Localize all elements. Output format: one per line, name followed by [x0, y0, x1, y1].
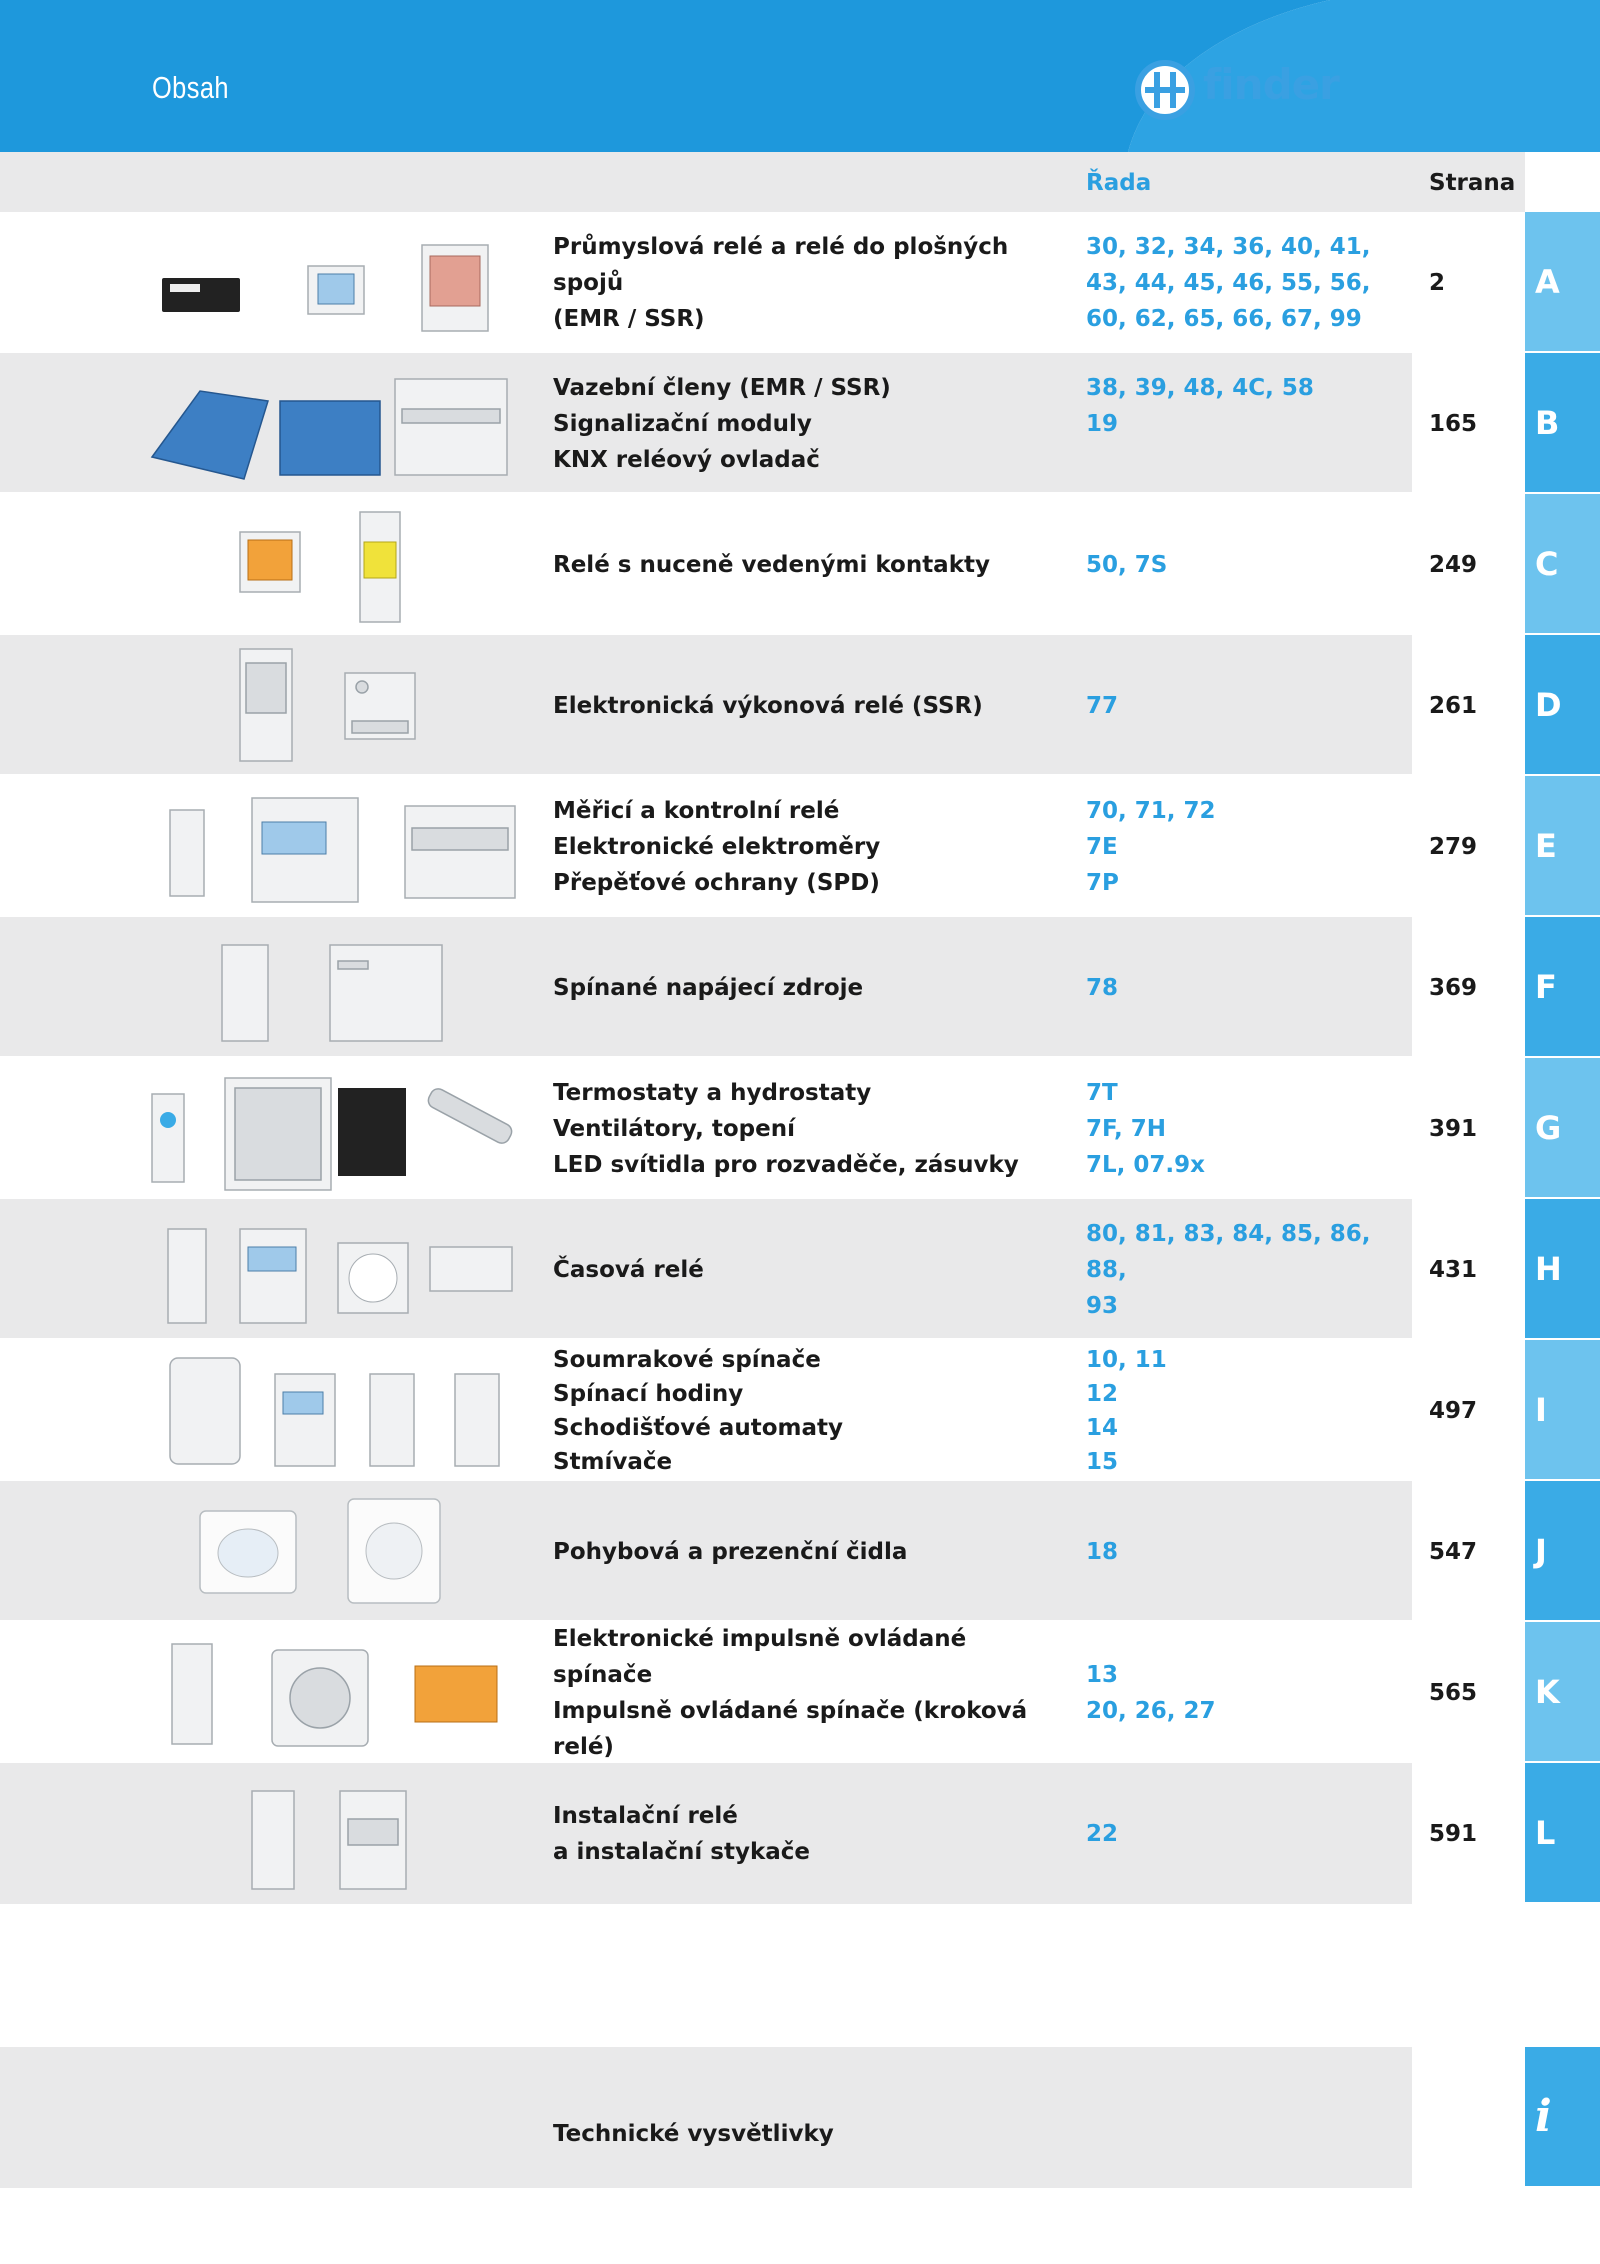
desc-line: Impulsně ovládané spínače (kroková relé) [553, 1697, 1028, 1760]
desc-line: Průmyslová relé a relé do plošných spojů [553, 233, 1009, 296]
series-line: 7E [1086, 833, 1118, 860]
row-description [553, 1199, 1073, 1340]
row-page-number: 565 [1429, 1679, 1478, 1706]
desc-line: a instalační stykače [553, 1838, 811, 1865]
row-page-number: 391 [1429, 1115, 1478, 1142]
row-series [1086, 635, 1406, 776]
desc-line: Ventilátory, topení [553, 1115, 796, 1142]
finder-logo-text: finder [1203, 60, 1339, 109]
desc-line: Pohybová a prezenční čidla [553, 1538, 908, 1565]
row-page-number: 2 [1429, 269, 1446, 296]
product-images-industrial-relays [140, 220, 520, 345]
series-line: 30, 32, 34, 36, 40, 41, [1086, 233, 1371, 260]
section-tab-a[interactable]: A [1525, 212, 1600, 351]
series-line: 50, 7S [1086, 551, 1168, 578]
row-description [553, 1058, 1073, 1199]
product-images-installation-relays [140, 1771, 520, 1896]
row-description [553, 1763, 1073, 1904]
row-description [553, 1481, 1073, 1622]
product-images-motion-sensors [140, 1489, 520, 1614]
section-tab-l[interactable]: L [1525, 1763, 1600, 1902]
row-page-number: 591 [1429, 1820, 1478, 1847]
series-line: 38, 39, 48, 4C, 58 [1086, 374, 1314, 401]
series-line: 7P [1086, 869, 1119, 896]
toc-row-i[interactable] [0, 1340, 1478, 1481]
toc-row-a[interactable] [0, 212, 1446, 353]
section-tab-i[interactable]: I [1525, 1340, 1600, 1479]
section-tab-c[interactable]: C [1525, 494, 1600, 633]
toc-row-technical[interactable] [0, 2047, 1412, 2188]
toc-row-h[interactable] [0, 1199, 1478, 1340]
series-line: 80, 81, 83, 84, 85, 86, 88, [1086, 1220, 1371, 1283]
series-line: 7T [1086, 1079, 1118, 1106]
series-line: 7F, 7H [1086, 1115, 1167, 1142]
row-description [553, 353, 1073, 494]
row-page-number: 431 [1429, 1256, 1478, 1283]
product-images-interface-modules [140, 361, 520, 486]
product-images-power-supplies [140, 925, 520, 1050]
product-images-measuring-relays [140, 784, 520, 909]
series-line: 18 [1086, 1538, 1119, 1565]
product-images-thermostats-fans [140, 1066, 520, 1191]
finder-logo[interactable] [1133, 58, 1373, 122]
desc-line: Stmívače [553, 1448, 673, 1475]
desc-line: KNX reléový ovladač [553, 446, 820, 473]
desc-line: (EMR / SSR) [553, 305, 705, 332]
row-description [553, 776, 1073, 917]
section-tab-h[interactable]: H [1525, 1199, 1600, 1338]
series-line: 12 [1086, 1380, 1119, 1407]
desc-line: Instalační relé [553, 1802, 738, 1829]
toc-row-k[interactable] [0, 1622, 1478, 1763]
section-tab-b[interactable]: B [1525, 353, 1600, 492]
desc-line: Termostaty a hydrostaty [553, 1079, 872, 1106]
product-images-timers [140, 1207, 520, 1332]
row-series [1086, 1622, 1406, 1763]
series-line: 13 [1086, 1661, 1119, 1688]
row-description [553, 635, 1073, 776]
product-images-impulse-relays [140, 1630, 520, 1755]
section-tab-e[interactable]: E [1525, 776, 1600, 915]
row-series [1086, 1058, 1406, 1199]
finder-logo-icon [1133, 58, 1197, 122]
row-page-number: 165 [1429, 410, 1478, 437]
toc-row-d[interactable] [0, 635, 1478, 776]
page-header [0, 0, 1600, 152]
row-series [1086, 1763, 1406, 1904]
toc-row-c[interactable] [0, 494, 1478, 635]
product-images-forcibly-guided-relays [140, 502, 520, 627]
series-line: 93 [1086, 1292, 1119, 1319]
desc-line: Schodišťové automaty [553, 1414, 843, 1441]
toc-row-j[interactable] [0, 1481, 1478, 1622]
toc-row-f[interactable] [0, 917, 1478, 1058]
desc-line: Měřicí a kontrolní relé [553, 797, 840, 824]
toc-row-e[interactable] [0, 776, 1478, 917]
row-description [553, 917, 1073, 1058]
desc-line: Časová relé [553, 1256, 704, 1283]
row-page-number: 249 [1429, 551, 1478, 578]
series-line: 14 [1086, 1414, 1119, 1441]
desc-line: Signalizační moduly [553, 410, 812, 437]
row-page-number: 369 [1429, 974, 1478, 1001]
desc-line: LED svítidla pro rozvaděče, zásuvky [553, 1151, 1019, 1178]
row-series [1086, 353, 1406, 494]
section-tab-info[interactable]: i [1525, 2047, 1600, 2186]
technical-label: Technické vysvětlivky [553, 2121, 834, 2147]
toc-row-l[interactable] [0, 1763, 1478, 1904]
series-line [1086, 442, 1406, 478]
series-line: 60, 62, 65, 66, 67, 99 [1086, 305, 1362, 332]
desc-line: Soumrakové spínače [553, 1346, 821, 1373]
row-description [553, 494, 1073, 635]
row-page-number: 497 [1429, 1397, 1478, 1424]
toc-row-b[interactable] [0, 353, 1478, 494]
section-tab-j[interactable]: J [1525, 1481, 1600, 1620]
series-line: 22 [1086, 1820, 1119, 1847]
section-tab-g[interactable]: G [1525, 1058, 1600, 1197]
series-line: 10, 11 [1086, 1346, 1167, 1373]
series-line: 20, 26, 27 [1086, 1697, 1216, 1724]
section-tab-d[interactable]: D [1525, 635, 1600, 774]
desc-line: Elektronické elektroměry [553, 833, 881, 860]
column-header [0, 152, 1525, 212]
row-description [553, 212, 1073, 353]
series-line: 77 [1086, 692, 1119, 719]
series-line: 15 [1086, 1448, 1119, 1475]
desc-line: Elektronické impulsně ovládané spínače [553, 1625, 967, 1688]
product-images-light-switches [140, 1348, 520, 1473]
desc-line: Elektronická výkonová relé (SSR) [553, 692, 983, 719]
series-line: 70, 71, 72 [1086, 797, 1216, 824]
row-page-number: 261 [1429, 692, 1478, 719]
section-tab-k[interactable]: K [1525, 1622, 1600, 1761]
section-tab-f[interactable]: F [1525, 917, 1600, 1056]
desc-line: Přepěťové ochrany (SPD) [553, 869, 880, 896]
product-images-ssr [140, 643, 520, 768]
row-series [1086, 917, 1406, 1058]
series-line: 43, 44, 45, 46, 55, 56, [1086, 269, 1371, 296]
desc-line: Spínané napájecí zdroje [553, 974, 864, 1001]
row-description [553, 1340, 1073, 1481]
row-series [1086, 1340, 1406, 1481]
toc-row-g[interactable] [0, 1058, 1478, 1199]
column-series-label: Řada [1086, 170, 1152, 196]
desc-line: Spínací hodiny [553, 1380, 744, 1407]
row-series [1086, 1481, 1406, 1622]
row-page-number: 279 [1429, 833, 1478, 860]
series-line: 78 [1086, 974, 1119, 1001]
row-description [553, 1622, 1073, 1763]
column-page-label: Strana [1429, 170, 1516, 196]
desc-line: Vazební členy (EMR / SSR) [553, 374, 891, 401]
page-title: Obsah [152, 70, 229, 105]
row-page-number: 547 [1429, 1538, 1478, 1565]
series-line: 7L, 07.9x [1086, 1151, 1205, 1178]
row-series [1086, 494, 1406, 635]
row-series [1086, 1199, 1406, 1340]
series-line: 19 [1086, 410, 1119, 437]
row-series [1086, 212, 1406, 353]
desc-line: Relé s nuceně vedenými kontakty [553, 551, 990, 578]
row-series [1086, 776, 1406, 917]
